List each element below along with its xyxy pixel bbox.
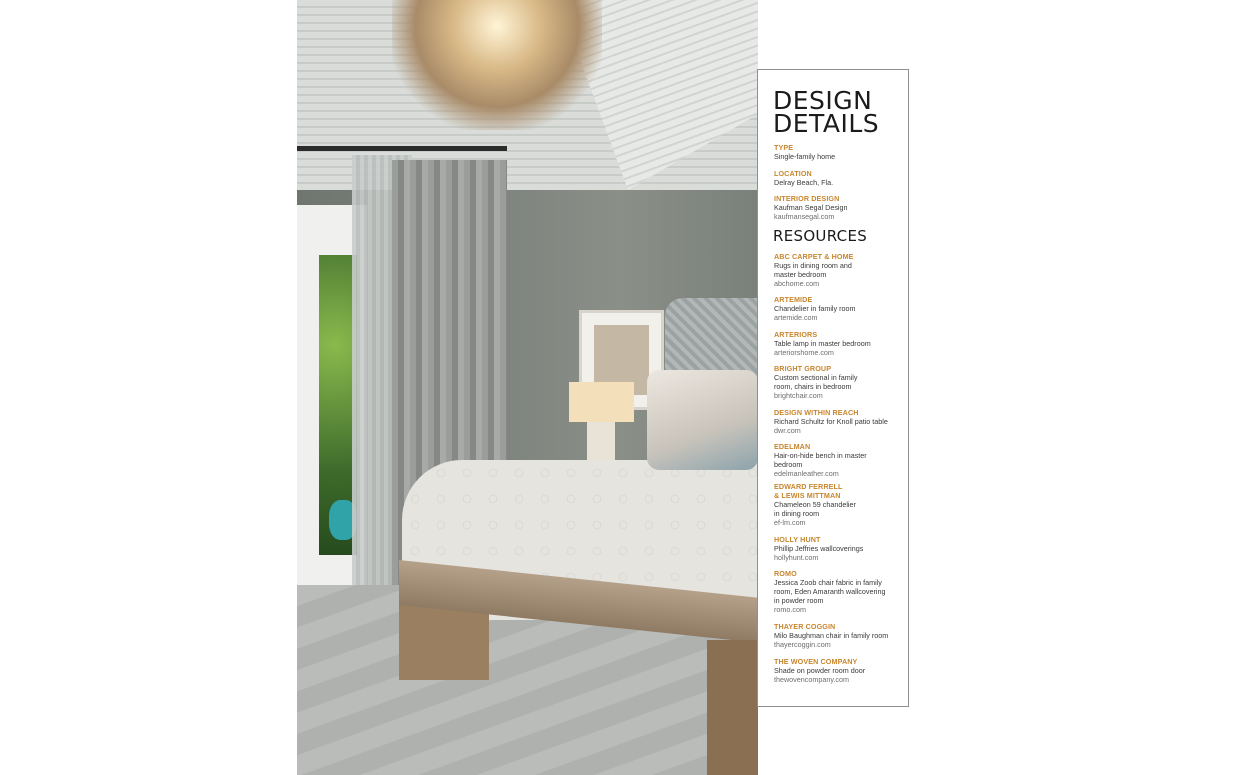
resource-url: hollyhunt.com <box>774 553 819 562</box>
resource-label: HOLLY HUNT <box>774 535 821 544</box>
pillows <box>647 370 758 470</box>
resource-description: Table lamp in master bedroom <box>774 339 871 348</box>
detail-label: LOCATION <box>774 169 812 178</box>
table-lamp-base <box>587 422 615 462</box>
resource-label: EDWARD FERRELL <box>774 482 843 491</box>
resource-url: brightchair.com <box>774 391 823 400</box>
resource-description: Richard Schultz for Knoll patio table <box>774 417 888 426</box>
resource-entry <box>774 252 904 288</box>
resource-description: Chandelier in family room <box>774 304 856 313</box>
resource-url: ef-lm.com <box>774 518 806 527</box>
resource-description: room, Eden Amaranth wallcovering <box>774 587 886 596</box>
resource-label: ARTERIORS <box>774 330 818 339</box>
heading-line: DETAILS <box>773 109 880 138</box>
resource-description: Rugs in dining room and <box>774 261 852 270</box>
design-details-heading <box>773 86 903 138</box>
resource-description: Custom sectional in family <box>774 373 858 382</box>
resource-description: master bedroom <box>774 270 827 279</box>
resource-description: Phillip Jeffries wallcoverings <box>774 544 864 553</box>
resource-url: artemide.com <box>774 313 818 322</box>
resource-description: in powder room <box>774 596 824 605</box>
resource-label: BRIGHT GROUP <box>774 364 832 373</box>
resource-description: room, chairs in bedroom <box>774 382 852 391</box>
resource-description: Milo Baughman chair in family room <box>774 631 889 640</box>
resource-entry <box>774 330 904 357</box>
resource-label: ROMO <box>774 569 797 578</box>
resource-description: in dining room <box>774 509 820 518</box>
resource-label: ARTEMIDE <box>774 295 813 304</box>
resource-description: Hair-on-hide bench in master <box>774 451 867 460</box>
resource-url: thewovencompany.com <box>774 675 849 684</box>
resource-entry <box>774 535 904 562</box>
resource-label: DESIGN WITHIN REACH <box>774 408 859 417</box>
detail-value: Single-family home <box>774 152 836 161</box>
resource-url: abchome.com <box>774 279 820 288</box>
resource-description: bedroom <box>774 460 803 469</box>
detail-label: INTERIOR DESIGN <box>774 194 840 203</box>
resource-entry <box>774 482 904 527</box>
resource-entry <box>774 408 904 435</box>
detail-type <box>774 143 904 161</box>
resource-entry <box>774 569 904 614</box>
resource-label: EDELMAN <box>774 442 811 451</box>
resource-label: THAYER COGGIN <box>774 622 836 631</box>
detail-url: kaufmansegal.com <box>774 212 835 221</box>
resources-heading: RESOURCES <box>773 227 868 245</box>
resource-entry <box>774 622 904 649</box>
resource-entry <box>774 442 904 478</box>
resource-url: edelmanleather.com <box>774 469 839 478</box>
resource-label: & LEWIS MITTMAN <box>774 491 841 500</box>
resource-url: dwr.com <box>774 426 801 435</box>
resource-url: thayercoggin.com <box>774 640 831 649</box>
resource-description: Shade on powder room door <box>774 666 866 675</box>
resource-url: arteriorshome.com <box>774 348 834 357</box>
detail-location <box>774 169 904 187</box>
resource-url: romo.com <box>774 605 806 614</box>
chandelier <box>392 0 602 130</box>
bench-leg <box>707 640 758 775</box>
resource-entry <box>774 364 904 400</box>
resource-entry <box>774 295 904 322</box>
detail-label: TYPE <box>774 143 794 152</box>
resource-entry <box>774 657 904 684</box>
curtain-rod <box>297 146 507 151</box>
resource-label: ABC CARPET & HOME <box>774 252 854 261</box>
resource-description: Chameleon 59 chandelier <box>774 500 856 509</box>
detail-value: Kaufman Segal Design <box>774 203 848 212</box>
bedroom-photo <box>297 0 758 775</box>
detail-value: Delray Beach, Fla. <box>774 178 834 187</box>
resource-description: Jessica Zoob chair fabric in family <box>774 578 882 587</box>
resource-label: THE WOVEN COMPANY <box>774 657 858 666</box>
heading-line: DESIGN <box>773 86 873 115</box>
table-lamp-shade <box>569 382 634 422</box>
detail-interior-design <box>774 194 904 221</box>
